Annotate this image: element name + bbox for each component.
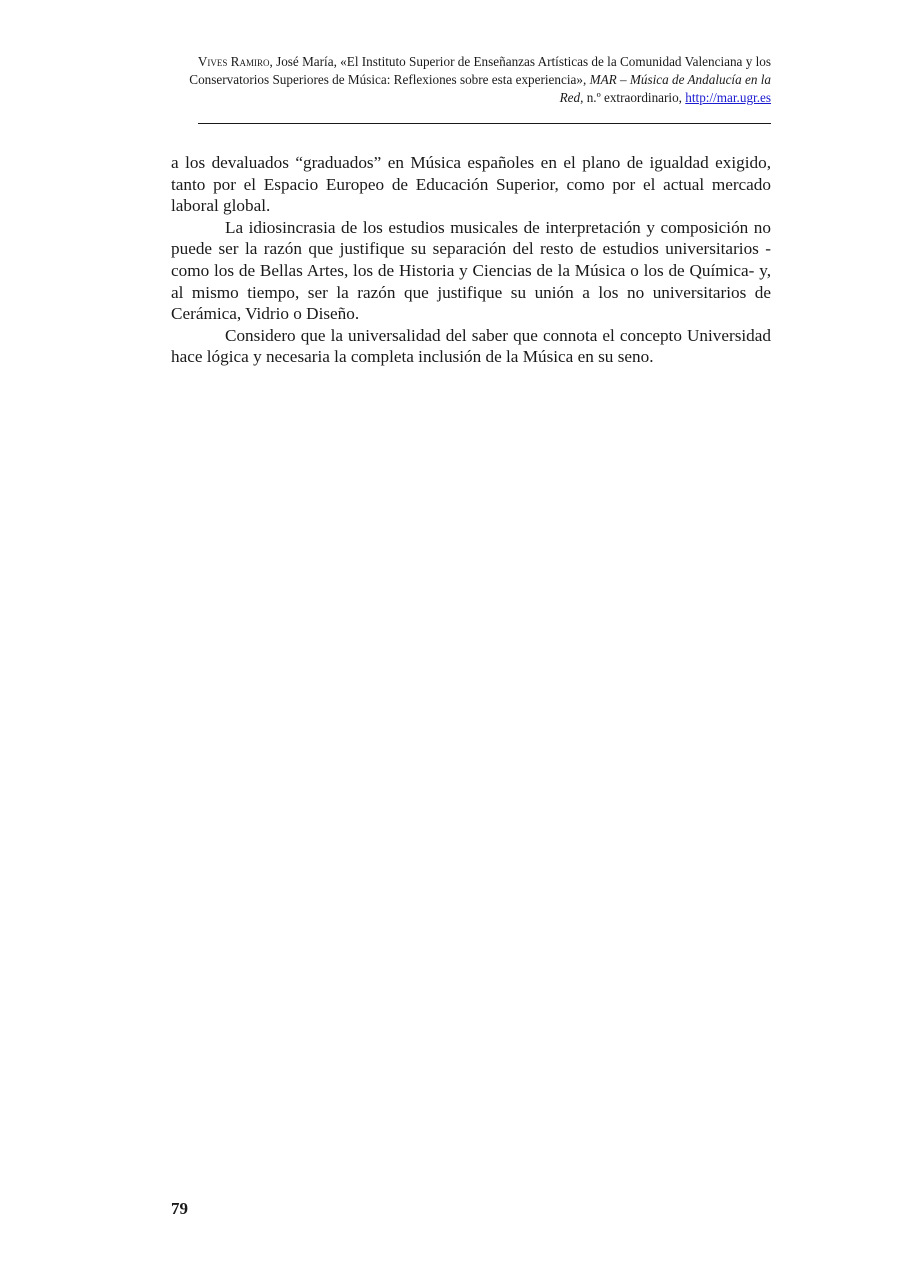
paragraph-idiosincrasia: La idiosincrasia de los estudios musicales de interpretación y composición no puede ser la razón que justifique su separación del resto de estudios universitarios -como los de Bellas Artes, los de Historia y Ciencias de la Música o los de Química- y, al mismo tiempo, ser la razón que justifique su unión a los no universitarios de Cerámica, Vidrio o Diseño. <box>171 217 771 324</box>
paragraph-considero: Considero que la universalidad del saber que connota el concepto Universidad hace lógica y necesaria la completa inclusión de la Música en su seno. <box>171 325 771 367</box>
header-divider <box>198 123 771 124</box>
article-title: «El Instituto Superior de Enseñanzas Artísticas de la Comunidad Valenciana y los Conservatorios Superiores de Música: Reflexiones sobre esta experiencia», <box>189 54 771 87</box>
paragraph-continuation: a los devaluados “graduados” en Música españoles en el plano de igualdad exigido, tanto por el Espacio Europeo de Educación Superior, como por el actual mercado laboral global. <box>171 153 771 216</box>
journal-url-link[interactable]: http://mar.ugr.es <box>685 90 771 105</box>
author-given-name: , José María, <box>269 54 341 69</box>
author-surname: Vives Ramiro <box>197 54 270 69</box>
page-number: 79 <box>171 1199 188 1218</box>
journal-name: MAR – Música de Andalucía en la Red <box>559 72 771 105</box>
body-text <box>171 152 771 368</box>
issue-label: , n.º extraordinario, <box>580 90 686 105</box>
running-header <box>172 53 771 107</box>
